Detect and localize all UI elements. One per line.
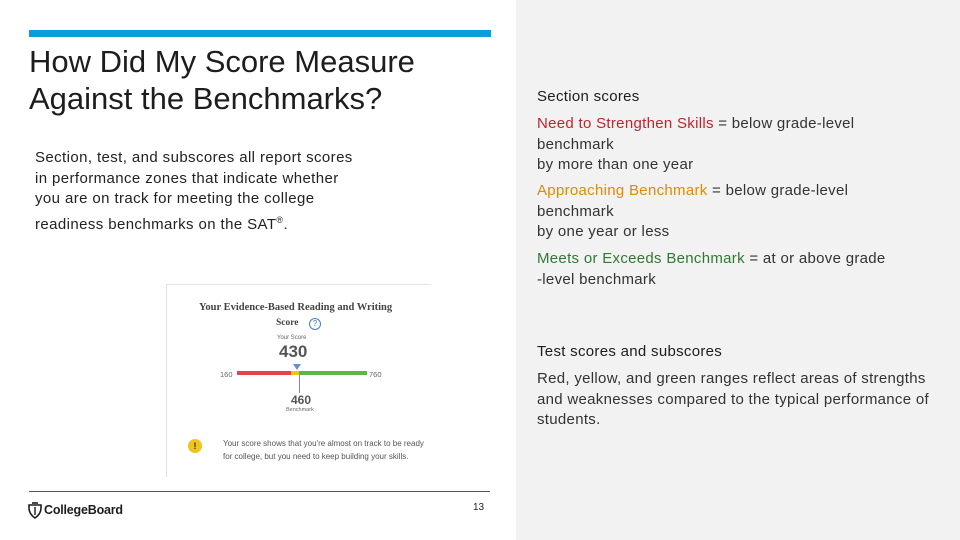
scale-min-label: 160 [220, 370, 233, 379]
benchmark-line [299, 375, 300, 393]
term-approaching: Approaching Benchmark [537, 182, 708, 199]
definition-line: benchmark [537, 202, 614, 220]
term-need-to-strengthen: Need to Strengthen Skills [537, 115, 714, 132]
test-scores-heading: Test scores and subscores [537, 343, 723, 360]
definition-need-to-strengthen [537, 114, 937, 176]
definition-line: below grade-level [731, 115, 855, 132]
definition-line: benchmark [537, 135, 614, 153]
card-subtitle: Score [276, 318, 299, 328]
help-icon: ? [309, 318, 321, 330]
card-note: Your score shows that you're almost on track to be ready for college, but you need to keep building your skills. [223, 439, 424, 461]
collegeboard-logo [28, 500, 123, 520]
benchmark-label: Benchmark [286, 407, 314, 413]
page-number: 13 [473, 502, 485, 513]
definition-line: -level benchmark [537, 270, 657, 288]
intro-text [35, 148, 365, 235]
test-scores-text: Red, yellow, and green ranges reflect areas of strengths and weaknesses compared to the typical performance of students. [537, 370, 929, 428]
score-marker-icon [293, 364, 301, 370]
definition-meets [537, 249, 937, 290]
separator: = [744, 250, 763, 267]
card-title: Your Evidence-Based Reading and Writing [199, 302, 393, 313]
definition-line: at or above grade [762, 250, 886, 267]
title-accent-bar [29, 30, 491, 37]
scale-max-label: 760 [369, 370, 382, 379]
footer-divider [29, 491, 490, 492]
benchmark-value: 460 [291, 393, 312, 407]
definition-line: by more than one year [537, 156, 694, 173]
definition-approaching [537, 181, 937, 243]
yellow-range-bar [291, 371, 299, 375]
section-scores-heading: Section scores [537, 88, 640, 105]
definition-line: below grade-level [725, 182, 849, 199]
separator: = [713, 115, 732, 132]
alert-icon: ! [188, 439, 202, 453]
logo-text: CollegeBoard [44, 503, 123, 517]
intro-body: Section, test, and subscores all report scores in performance zones that indicate whether you are on track for meeting the college readiness benchmarks on the SAT [35, 149, 353, 233]
slide-title: How Did My Score Measure Against the Benchmarks? [29, 44, 415, 116]
score-report-card [166, 284, 431, 477]
trademark-symbol: ® [276, 214, 284, 225]
separator: = [707, 182, 726, 199]
acorn-icon [28, 501, 42, 519]
your-score-label: Your Score [277, 335, 307, 341]
your-score-value: 430 [279, 342, 308, 361]
red-range-bar [237, 371, 291, 375]
term-meets: Meets or Exceeds Benchmark [537, 250, 745, 267]
definition-line: by one year or less [537, 223, 670, 240]
green-range-bar [299, 371, 367, 375]
intro-end: . [283, 215, 289, 233]
